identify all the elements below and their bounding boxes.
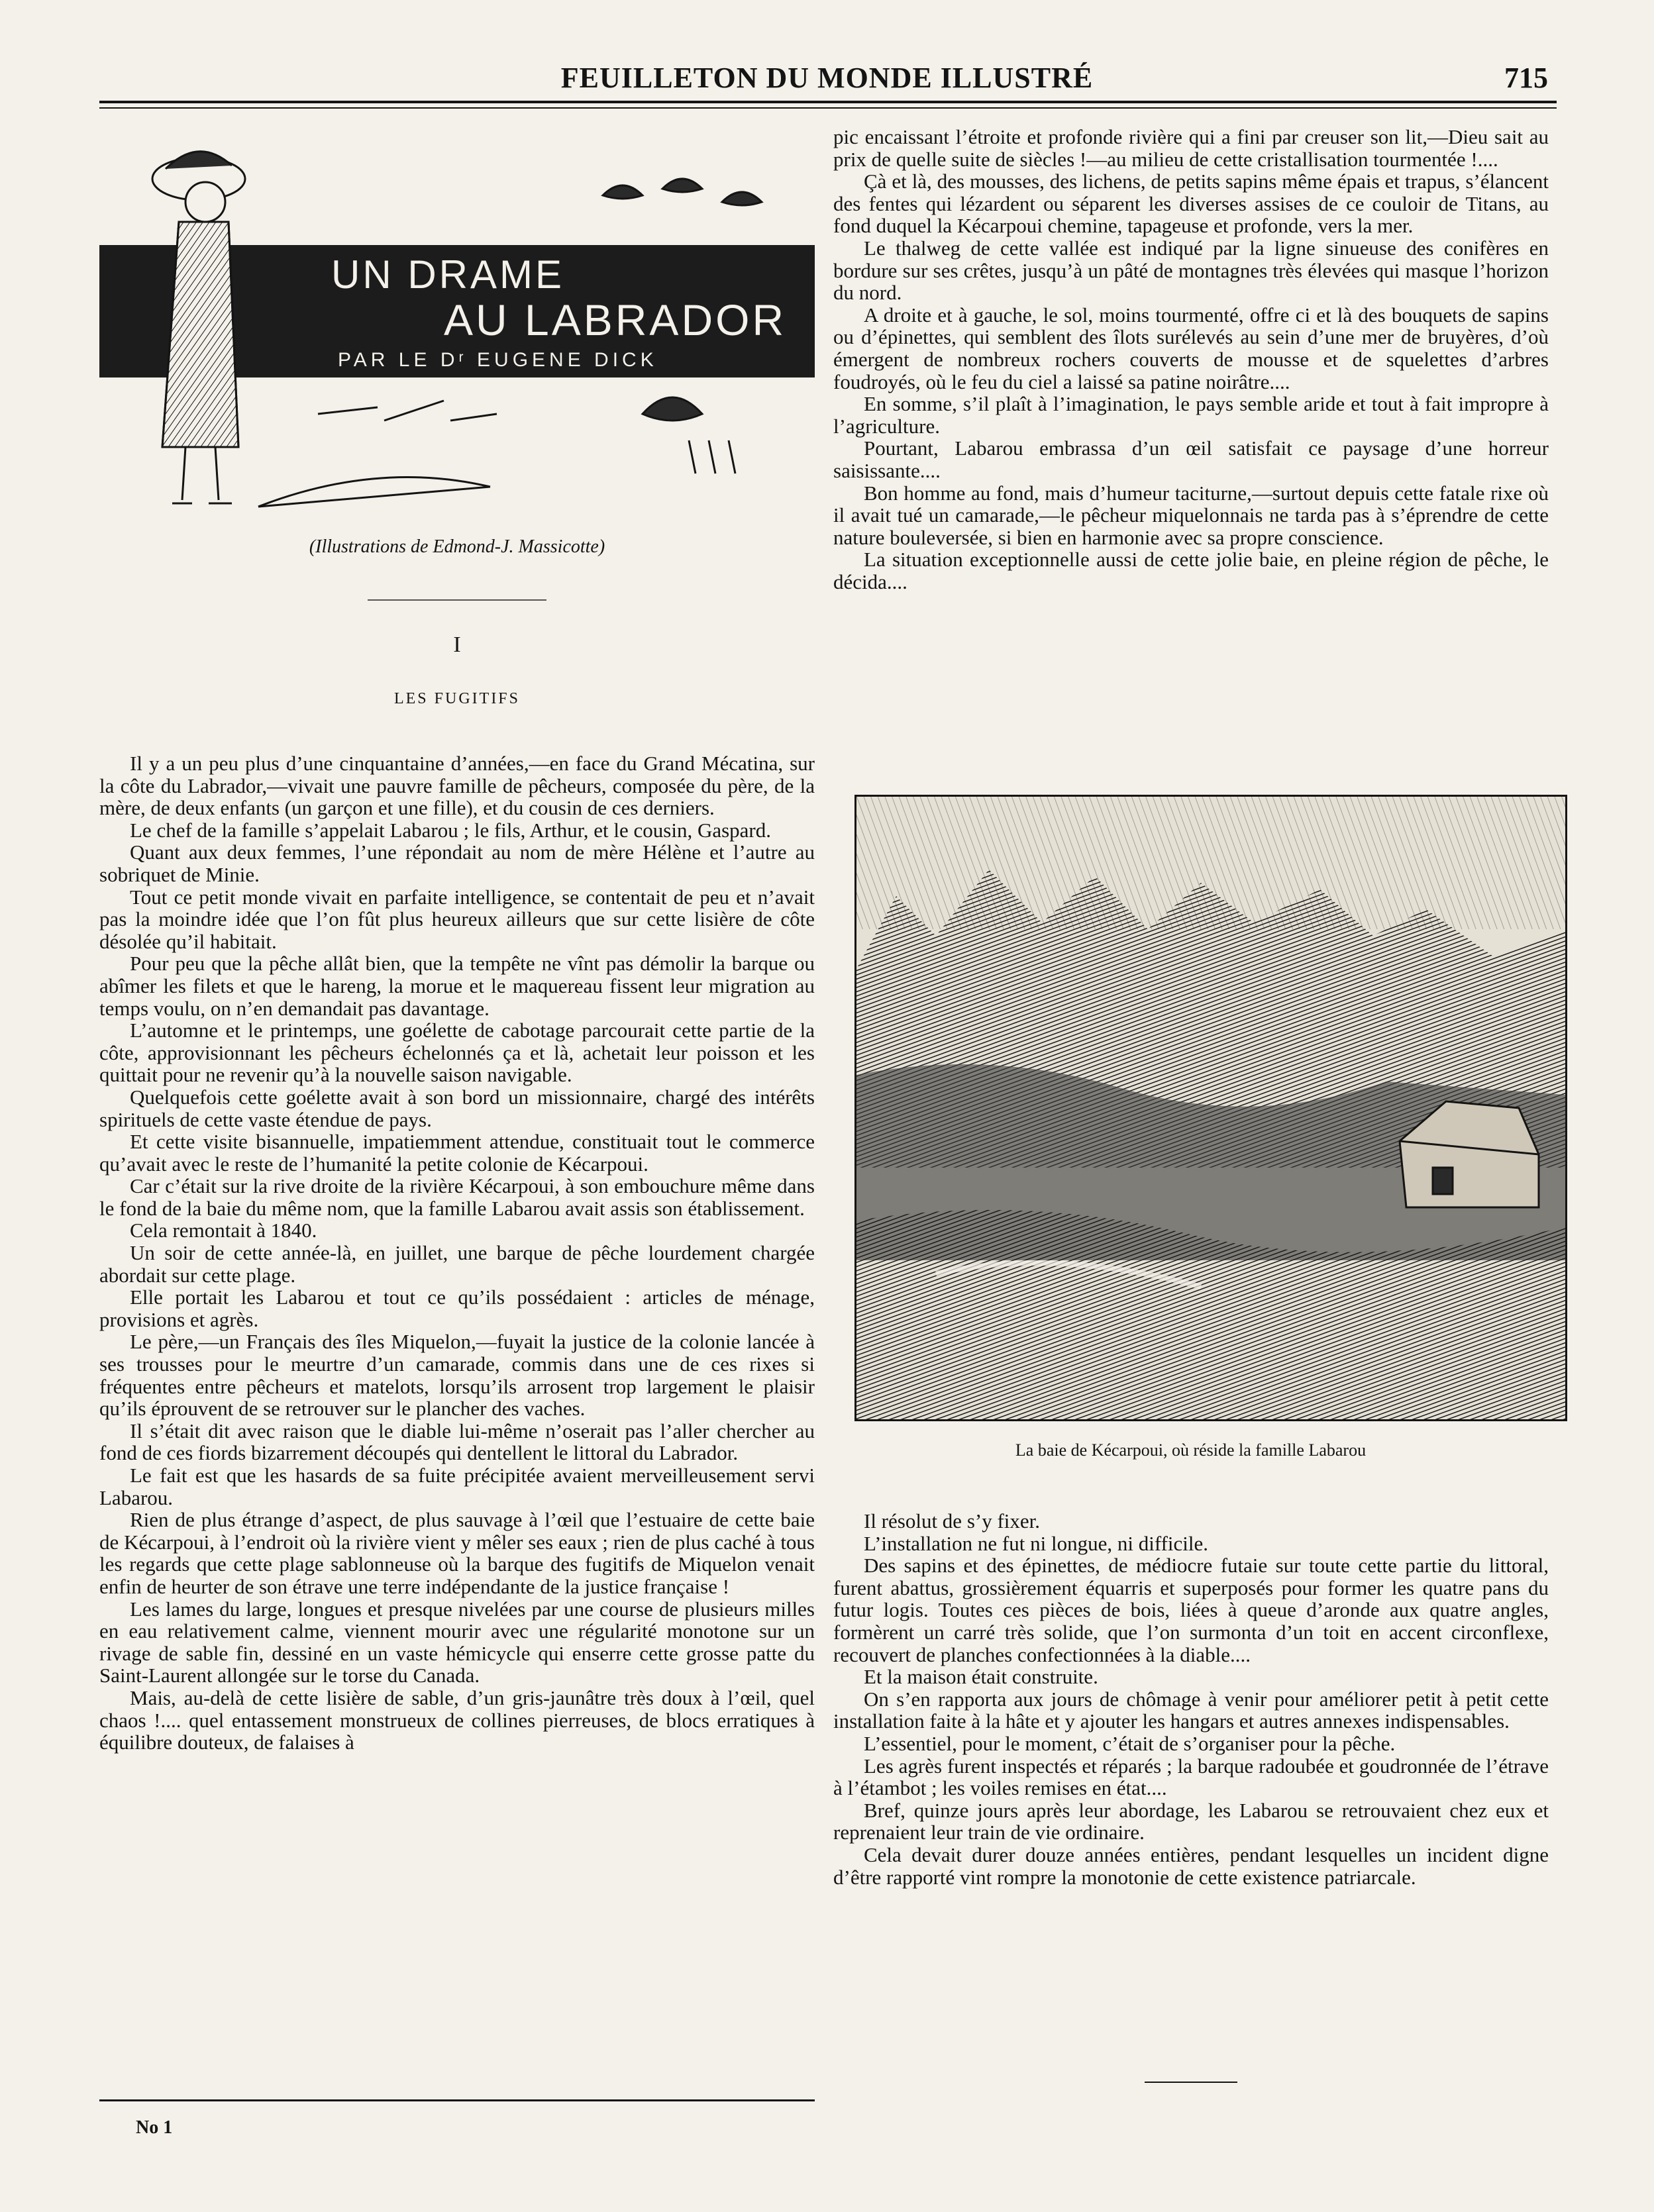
paragraph: Il y a un peu plus d’une cinquantaine d’années,—en face du Grand Mécatina, sur la côte du Labrador,—vivait une pauvre famille de pêcheurs, composée du père, de la mère, de deux enfants (un garçon et une fille), et du cousin de ces derniers. (99, 752, 815, 820)
paragraph: Cela devait durer douze années entières, pendant lesquelles un incident digne d’être rapporté vint rompre la monotonie de cette existence patriarcale. (833, 1842, 1549, 1889)
banner-byline: PAR LE Dʳ EUGENE DICK (338, 349, 658, 371)
paragraph: A droite et à gauche, le sol, moins tourmenté, offre ci et là des bouquets de sapins ou d’épinettes, qui semblent des îlots surélevés au sein d’une mer de bruyères, d’où émergent de nombreux rochers couverts de mousse et de squelettes d’arbres foudroyés, où le feu du ciel a laissé sa patine noirâtre.... (833, 303, 1549, 393)
banner-title-line2: AU LABRADOR (444, 295, 787, 344)
paragraph: Elle portait les Labarou et tout ce qu’ils possédaient : articles de ménage, provisions et agrès. (99, 1285, 815, 1331)
paragraph: Le fait est que les hasards de sa fuite précipitée avaient merveilleusement servi Labarou. (99, 1464, 815, 1509)
forest-cabin-engraving (856, 797, 1565, 1419)
paragraph: Rien de plus étrange d’aspect, de plus sauvage à l’œil que l’estuaire de cette baie de Kécarpoui, à l’endroit où la rivière vient y mêler ses eaux ; rien de plus caché à tous les regards que cette plage sablonneuse où la barque des fugitifs de Miquelon venait enfin de heurter de son étrave une terre indépendante de la justice française ! (99, 1508, 815, 1598)
paragraph: Mais, au-delà de cette lisière de sable, d’un gris-jaunâtre très doux à l’œil, quel chaos !.... quel entassement monstrueux de collines pierreuses, de blocs erratiques à équilibre douteux, de falaises à (99, 1685, 815, 1754)
header-rule-bottom (99, 107, 1557, 109)
paragraph: Tout ce petit monde vivait en parfaite intelligence, se contentait de peu et n’avait pas la moindre idée que l’on fût plus heureux ailleurs que sur cette lisière de côte désolée qu’il habitait. (99, 885, 815, 953)
paragraph: Car c’était sur la rive droite de la rivière Kécarpoui, à son embouchure même dans le fond de la baie du même nom, que la famille Labarou avait assis son établissement. (99, 1174, 815, 1220)
header-rule-top (99, 101, 1557, 103)
issue-number: No 1 (136, 2117, 173, 2138)
paragraph: Pour peu que la pêche allât bien, que la tempête ne vînt pas démolir la barque ou abîmer les filets et que le hareng, la morue et le maquereau fissent leur migration au temps voulu, on n’en demandait pas davantage. (99, 952, 815, 1020)
paragraph: Quelquefois cette goélette avait à son bord un missionnaire, chargé des intérêts spirituels de cette vaste étendue de pays. (99, 1085, 815, 1131)
paragraph: Le thalweg de cette vallée est indiqué par la ligne sinueuse des conifères en bordure sur ses crêtes, jusqu’à un pâté de montagnes très élevées qui masque l’horizon du nord. (833, 236, 1549, 305)
paragraph: Pourtant, Labarou embrassa d’un œil satisfait ce paysage d’une horreur saisissante.... (833, 436, 1549, 482)
chapter-title: LES FUGITIFS (393, 690, 521, 707)
section-end-rule (1145, 2082, 1237, 2083)
paragraph: Bref, quinze jours après leur abordage, les Labarou se retrouvaient chez eux et reprenaient leur train de vie ordinaire. (833, 1798, 1549, 1844)
paragraph: Les lames du large, longues et presque nivelées par une course de plusieurs milles en eau relativement calme, viennent mourir avec une régularité monotone sur un rivage de sable fin, dessiné en un vaste hémicycle qui enserre cette grosse patte du Saint-Laurent allongée sur le torse du Canada. (99, 1597, 815, 1687)
paragraph: Les agrès furent inspectés et réparés ; la barque radoubée et goudronnée de l’étrave à l’étambot ; les voiles remises en état.... (833, 1754, 1549, 1800)
chapter-number: I (453, 632, 461, 657)
running-header-title: FEUILLETON DU MONDE ILLUSTRÉ (560, 62, 1094, 94)
paragraph: Et la maison était construite. (864, 1665, 1098, 1689)
page-number: 715 (1504, 62, 1548, 94)
paragraph: Bon homme au fond, mais d’humeur taciturne,—surtout depuis cette fatale rixe où il avait tué un camarade,—le pêcheur miquelonnais ne tarda pas à s’éprendre de cette nature bouleversée, si bien en harmonie avec sa propre conscience. (833, 481, 1549, 549)
paragraph: Cela remontait à 1840. (130, 1219, 317, 1242)
paragraph: L’automne et le printemps, une goélette de cabotage parcourait cette partie de la côte, approvisionnant les pêcheurs échelonnés ça et là, achetait leur poisson et les quittait pour ne revenir qu’à la nouvelle saison navigable. (99, 1019, 815, 1087)
paragraph: En somme, s’il plaît à l’imagination, le pays semble aride et tout à fait impropre à l’agriculture. (833, 392, 1549, 438)
left-column (99, 752, 815, 1754)
paragraph: La situation exceptionnelle aussi de cette jolie baie, en pleine région de pêche, le décida.... (833, 548, 1549, 593)
paragraph: Le père,—un Français des îles Miquelon,—fuyait la justice de la colonie lancée à ses trousses pour le meurtre d’un camarade, commis dans une de ces rixes si fréquentes entre pêcheurs et matelots, lorsqu’ils arrosent trop largement le plaisir qu’ils éprouvent de se retrouver sur le plancher des vaches. (99, 1330, 815, 1421)
paragraph: Un soir de cette année-là, en juillet, une barque de pêche lourdement chargée abordait sur cette plage. (99, 1241, 815, 1287)
title-banner (99, 129, 815, 527)
paragraph: L’essentiel, pour le moment, c’était de s’organiser pour la pêche. (864, 1731, 1396, 1755)
paragraph: Il résolut de s’y fixer. (864, 1509, 1041, 1533)
right-column-top (833, 126, 1549, 593)
paragraph: Çà et là, des mousses, des lichens, de petits sapins même épais et trapus, s’élancent des fentes qui lézardent ou séparent les diverses assises de ce couloir de Titans, au fond duquel la Kécarpoui chemine, tapageuse et profonde, vers la mer. (833, 170, 1549, 238)
right-column-bottom (833, 1510, 1549, 1888)
illustration-credit: (Illustrations de Edmond-J. Massicotte) (309, 536, 605, 557)
paragraph: Quant aux deux femmes, l’une répondait au nom de mère Hélène et l’autre au sobriquet de Minie. (99, 840, 815, 886)
paragraph: On s’en rapporta aux jours de chômage à venir pour améliorer petit à petit cette installation faite à la hâte et y ajouter les hangars et autres annexes indispensables. (833, 1687, 1549, 1733)
paragraph: Le chef de la famille s’appelait Labarou ; le fils, Arthur, et le cousin, Gaspard. (130, 818, 772, 842)
landscape-illustration (854, 795, 1567, 1421)
paragraph: Des sapins et des épinettes, de médiocre futaie sur toute cette partie du littoral, furent abattus, grossièrement équarris et superposés pour former les quatre pans du futur logis. Toutes ces pièces de bois, liées à queue d’aronde aux quatre angles, formèrent un carré très solide, que l’on surmonta d’un toit en accent circonflexe, recouvert de planches confectionnées à la diable.... (833, 1554, 1549, 1666)
ornament-divider (368, 599, 546, 601)
banner-title-line1: UN DRAME (331, 252, 565, 297)
illustration-caption: La baie de Kécarpoui, où réside la famille Labarou (1015, 1440, 1367, 1460)
paragraph: Il s’était dit avec raison que le diable lui-même n’oserait pas l’aller chercher au fond de ces fiords bizarrement découpés qui dentellent le littoral du Labrador. (99, 1419, 815, 1465)
paragraph: L’installation ne fut ni longue, ni difficile. (864, 1531, 1209, 1555)
paragraph: Et cette visite bisannuelle, impatiemment attendue, constituait tout le commerce qu’avait avec le reste de l’humanité la petite colonie de Kécarpoui. (99, 1130, 815, 1176)
footer-rule (99, 2099, 815, 2101)
paragraph: pic encaissant l’étroite et profonde rivière qui a fini par creuser son lit,—Dieu sait au prix de quelle suite de siècles !—au milieu de cette cristallisation tourmentée !.... (833, 125, 1549, 171)
